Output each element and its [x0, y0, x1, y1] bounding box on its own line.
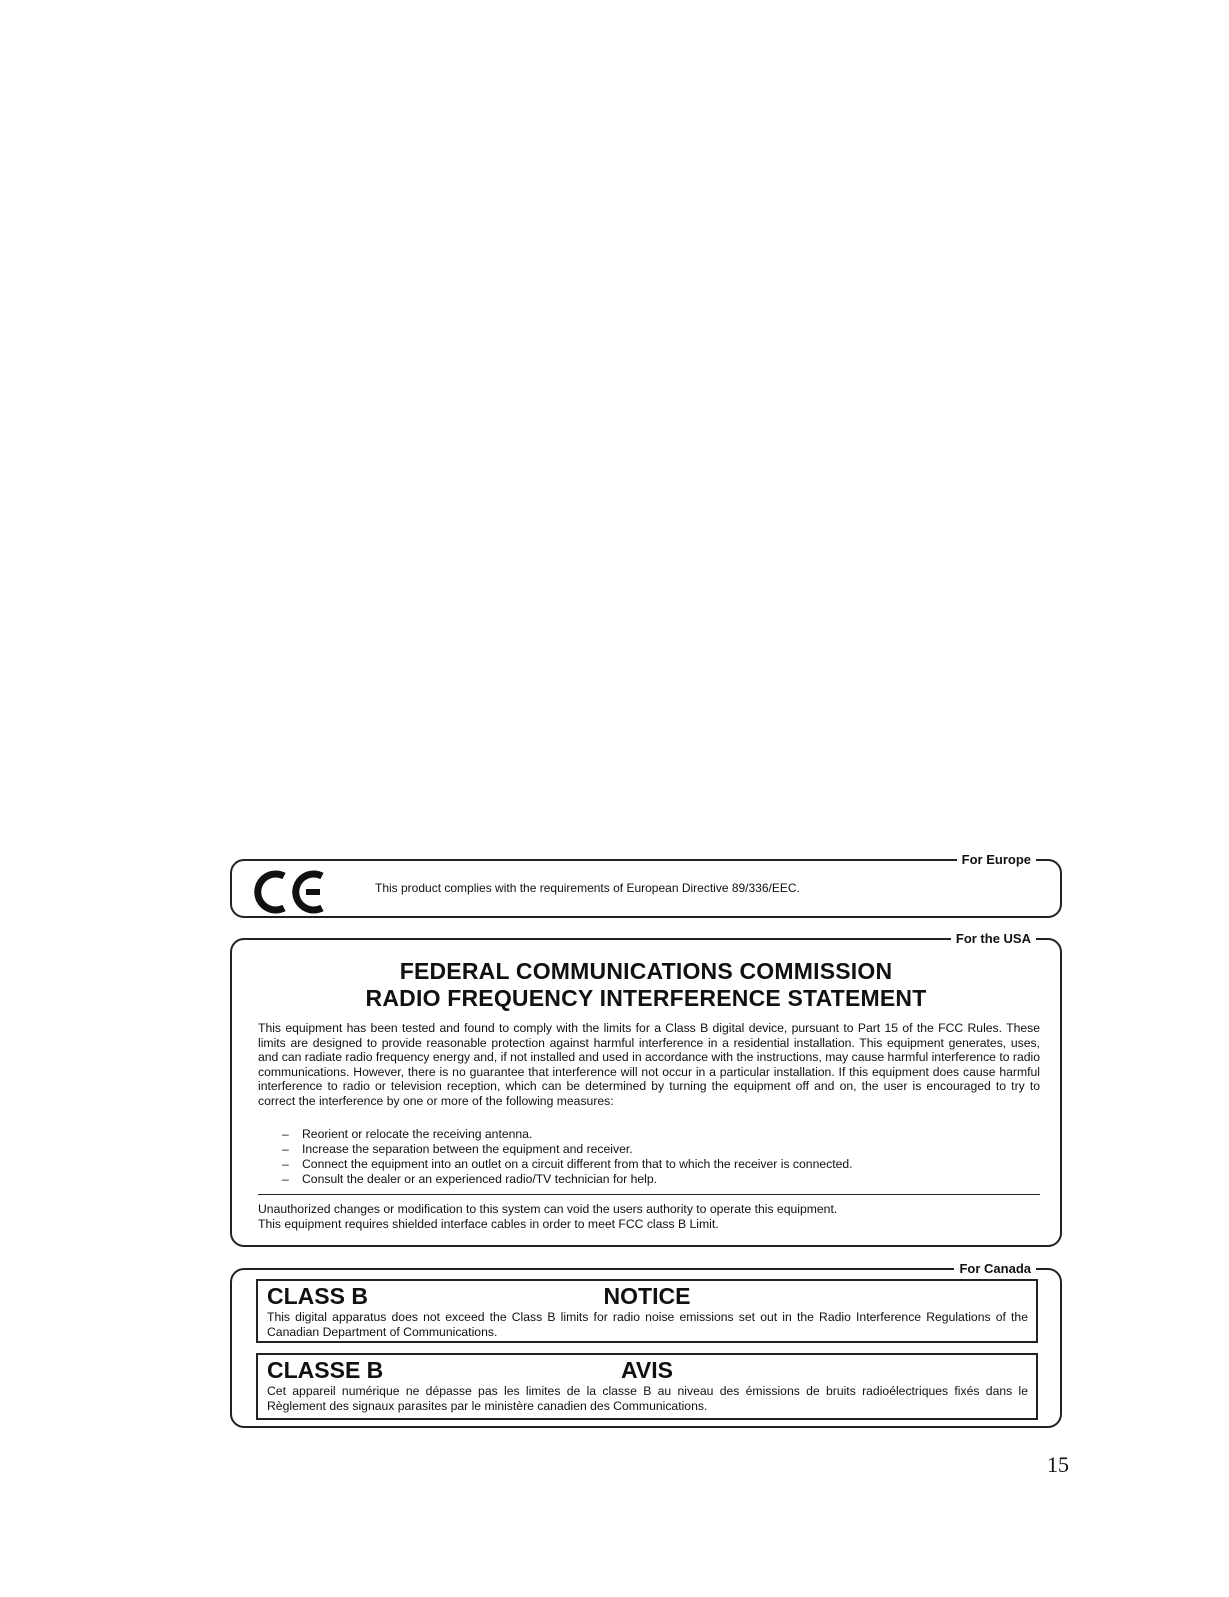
- ce-mark-logo: [254, 868, 330, 916]
- fcc-footer-line2: This equipment requires shielded interface cables in order to meet FCC class B Limit.: [258, 1216, 719, 1231]
- class-b-notice-english: [256, 1279, 1038, 1343]
- class-b-notice-french: [256, 1353, 1038, 1420]
- usa-fcc-box: [230, 931, 1062, 1247]
- list-item: – Reorient or relocate the receiving antenna.: [282, 1127, 853, 1142]
- notice-text: This digital apparatus does not exceed the Class B limits for radio noise emissions set out in the Radio Interference Regulations of the Canadian Department of Communications.: [267, 1310, 1028, 1339]
- fcc-footer: [258, 1202, 837, 1231]
- list-item: – Connect the equipment into an outlet on a circuit different from that to which the receiver is connected.: [282, 1157, 853, 1172]
- fcc-title: [232, 958, 1060, 1012]
- fcc-footer-line1: Unauthorized changes or modification to this system can void the users authority to operate this equipment.: [258, 1202, 838, 1216]
- canada-notice-box: [230, 1261, 1062, 1428]
- notice-label: AVIS: [621, 1357, 673, 1383]
- fcc-title-line2: RADIO FREQUENCY INTERFERENCE STATEMENT: [365, 985, 927, 1011]
- notice-text: Cet appareil numérique ne dépasse pas les limites de la classe B au niveau des émissions de bruits radioélectriques fixés dans le Règlement des signaux parasites par le ministère canadien des Communications.: [267, 1384, 1028, 1413]
- region-label-canada: For Canada: [954, 1262, 1036, 1276]
- list-item: – Consult the dealer or an experienced radio/TV technician for help.: [282, 1172, 853, 1187]
- page-number: 15: [1047, 1452, 1069, 1477]
- class-label: CLASS B: [267, 1283, 368, 1309]
- notice-label: NOTICE: [603, 1283, 691, 1309]
- europe-compliance-box: [230, 852, 1062, 918]
- fcc-measures-list: [282, 1127, 853, 1187]
- fcc-title-line1: FEDERAL COMMUNICATIONS COMMISSION: [399, 958, 893, 984]
- fcc-statement-body: This equipment has been tested and found to comply with the limits for a Class B digital device, pursuant to Part 15 of the FCC Rules. These limits are designed to provide reasonable protection against harmful interference in a residential installation. This equipment generates, uses, and can radiate radio frequency energy and, if not installed and used in accordance with the instructions, may cause harmful interference to radio communications. However, there is no guarantee that interference will not occur in a particular installation. If this equipment does cause harmful interference to radio or television reception, which can be determined by turning the equipment off and on, the user is encouraged to try to correct the interference by one or more of the following measures:: [258, 1021, 1040, 1108]
- divider: [258, 1194, 1040, 1195]
- class-label: CLASSE B: [267, 1357, 384, 1383]
- region-label-europe: For Europe: [957, 853, 1036, 867]
- europe-statement: This product complies with the requirements of European Directive 89/336/EEC.: [375, 881, 800, 895]
- region-label-usa: For the USA: [951, 932, 1036, 946]
- list-item: – Increase the separation between the equipment and receiver.: [282, 1142, 853, 1157]
